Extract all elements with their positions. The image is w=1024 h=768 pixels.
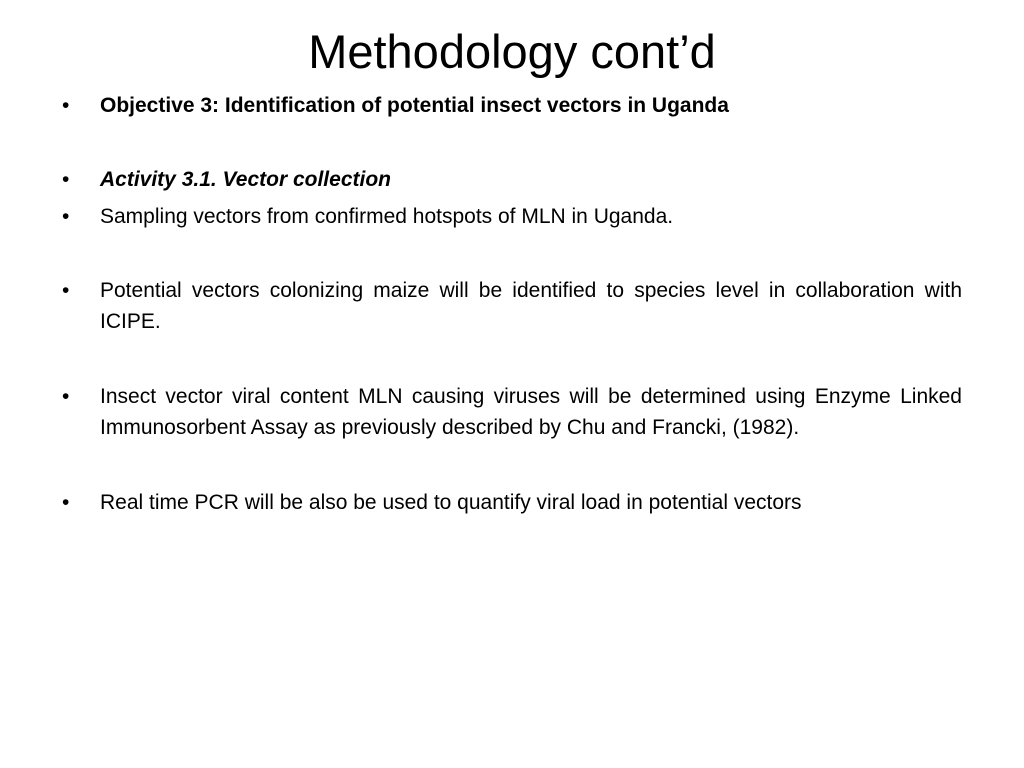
bullet-marker: • [62, 491, 70, 514]
viral-content-text: Insect vector viral content MLN causing viruses will be determined using Enzyme Linked Immunosorbent Assay as previously described by Chu and Francki, (1982). [100, 385, 962, 439]
bullet-marker: • [62, 205, 70, 228]
bullet-objective [62, 90, 962, 121]
bullet-real-time-pcr [62, 487, 962, 518]
bullet-marker: • [62, 279, 70, 302]
bullet-marker: • [62, 94, 70, 117]
bullet-marker: • [62, 385, 70, 408]
bullet-sampling [62, 201, 962, 232]
bullet-potential-vectors [62, 275, 962, 337]
real-time-pcr-text: Real time PCR will be also be used to quantify viral load in potential vectors [100, 491, 802, 514]
potential-vectors-text: Potential vectors colonizing maize will be identified to species level in collaboration with ICIPE. [100, 279, 962, 333]
sampling-text: Sampling vectors from confirmed hotspots of MLN in Uganda. [100, 205, 674, 228]
objective-text: Objective 3: Identification of potential insect vectors in Uganda [100, 94, 729, 117]
bullet-marker: • [62, 168, 70, 191]
activity-text: Activity 3.1. Vector collection [100, 168, 391, 191]
bullet-list [62, 90, 962, 518]
bullet-viral-content [62, 381, 962, 443]
slide-title: Methodology cont’d [308, 25, 716, 78]
bullet-activity [62, 164, 962, 195]
